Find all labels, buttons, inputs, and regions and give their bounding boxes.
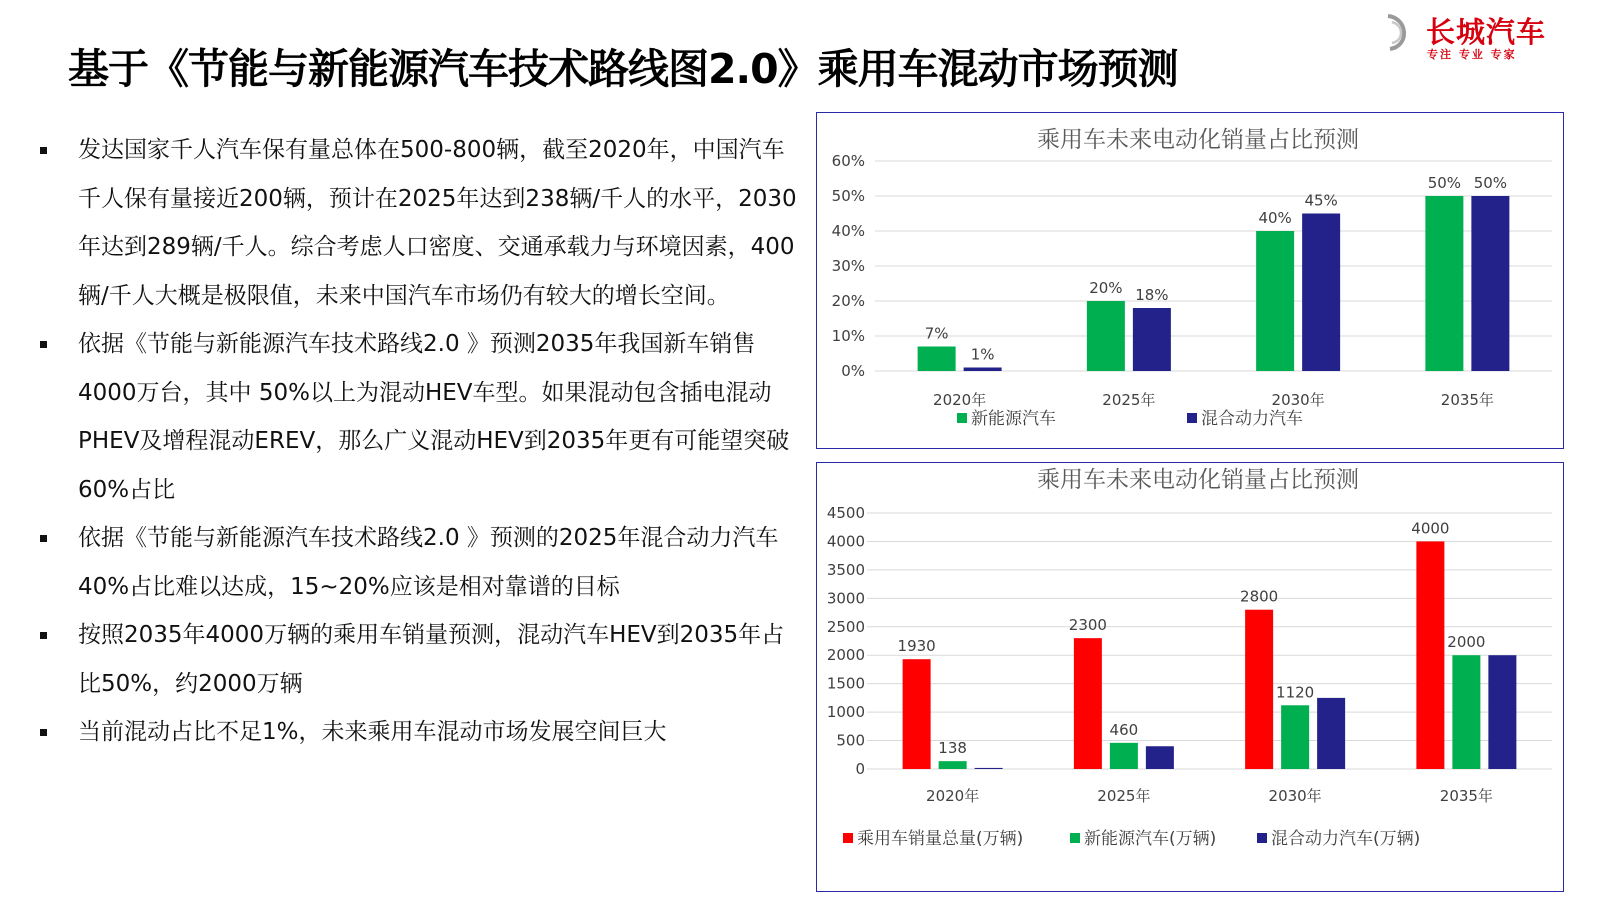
bullet-item bbox=[36, 514, 801, 611]
y-tick-label: 40% bbox=[831, 222, 865, 240]
bar-1 bbox=[1087, 301, 1125, 371]
bullet-square-icon bbox=[40, 729, 47, 736]
x-tick-label: 2020年 bbox=[933, 391, 987, 409]
y-tick-label: 500 bbox=[836, 731, 865, 750]
y-tick-label: 4500 bbox=[826, 504, 865, 522]
logo-slogan: 专注 专业 专家 bbox=[1427, 48, 1517, 61]
bar-2 bbox=[1281, 705, 1309, 769]
share-forecast-chart bbox=[816, 112, 1564, 449]
data-label: 50% bbox=[1427, 174, 1462, 192]
chart-title: 乘用车未来电动化销量占比预测 bbox=[1037, 467, 1359, 493]
x-tick-label: 2035年 bbox=[1440, 391, 1494, 409]
data-label: 1930 bbox=[897, 637, 936, 656]
bullet-square-icon bbox=[40, 535, 47, 542]
company-logo bbox=[1378, 10, 1578, 60]
y-tick-label: 0% bbox=[841, 362, 865, 380]
chart-title: 乘用车未来电动化销量占比预测 bbox=[1037, 127, 1359, 153]
bullet-text: 依据《节能与新能源汽车技术路线2.0 》预测2035年我国新车销售 4000万台，其中 50%以上为混动HEV车型。如果混动包含插电混动PHEV及增程混动EREV，那么广义混动HEV到2035年更有可能望突破60%占比 bbox=[78, 331, 790, 503]
logo-brand-text: 长城汽车 bbox=[1426, 15, 1547, 49]
bullet-text: 发达国家千人汽车保有量总体在500-800辆，截至2020年，中国汽车千人保有量接近200辆，预计在2025年达到238辆/千人的水平，2030年达到289辆/千人。综合考虑人口密度、交通承载力与环境因素，400辆/千人大概是极限值，未来中国汽车市场仍有较大的增长空间。 bbox=[78, 137, 797, 309]
bar-1 bbox=[1245, 610, 1273, 769]
bullet-item bbox=[36, 708, 801, 757]
data-label: 7% bbox=[924, 324, 949, 343]
share-forecast-chart-svg bbox=[817, 113, 1563, 448]
x-tick-label: 2030年 bbox=[1271, 391, 1325, 409]
bar-1 bbox=[1416, 541, 1444, 769]
y-tick-label: 50% bbox=[831, 187, 865, 205]
data-label: 2800 bbox=[1240, 587, 1279, 606]
y-tick-label: 2500 bbox=[826, 617, 865, 636]
bullet-item bbox=[36, 611, 801, 708]
bullet-text: 依据《节能与新能源汽车技术路线2.0 》预测的2025年混合动力汽车40%占比难以达成，15~20%应该是相对靠谱的目标 bbox=[78, 525, 779, 600]
legend-swatch bbox=[843, 833, 853, 843]
y-tick-label: 3500 bbox=[826, 560, 865, 579]
legend-label: 新能源汽车(万辆) bbox=[1084, 829, 1217, 849]
bar-1 bbox=[918, 347, 956, 372]
legend-swatch bbox=[957, 413, 967, 423]
y-tick-label: 4000 bbox=[826, 532, 865, 551]
y-tick-label: 20% bbox=[831, 292, 865, 310]
bullet-list bbox=[36, 126, 801, 757]
bar-3 bbox=[975, 768, 1003, 769]
bar-2 bbox=[1452, 655, 1480, 769]
page-title: 基于《节能与新能源汽车技术路线图2.0》乘用车混动市场预测 bbox=[68, 45, 1178, 93]
y-tick-label: 0 bbox=[855, 760, 865, 778]
y-tick-label: 10% bbox=[831, 327, 865, 345]
legend-swatch bbox=[1070, 833, 1080, 843]
y-tick-label: 1500 bbox=[826, 674, 865, 693]
bullet-item bbox=[36, 320, 801, 514]
data-label: 45% bbox=[1304, 191, 1338, 210]
data-label: 50% bbox=[1473, 174, 1508, 192]
bar-3 bbox=[1488, 655, 1516, 769]
bar-1 bbox=[1425, 196, 1463, 371]
bar-1 bbox=[903, 659, 931, 769]
bullet-text: 按照2035年4000万辆的乘用车销量预测，混动汽车HEV到2035年占比50%，约2000万辆 bbox=[78, 622, 785, 697]
x-tick-label: 2025年 bbox=[1097, 787, 1151, 805]
data-label: 40% bbox=[1258, 209, 1292, 227]
data-label: 18% bbox=[1135, 286, 1169, 304]
legend-label: 新能源汽车 bbox=[971, 409, 1056, 429]
bar-2 bbox=[964, 368, 1002, 372]
y-tick-label: 3000 bbox=[826, 589, 865, 608]
bar-2 bbox=[1302, 214, 1340, 372]
x-tick-label: 2020年 bbox=[926, 787, 980, 805]
bullet-text: 当前混动占比不足1%，未来乘用车混动市场发展空间巨大 bbox=[78, 719, 667, 745]
x-tick-label: 2035年 bbox=[1439, 787, 1493, 805]
data-label: 1% bbox=[970, 345, 995, 364]
volume-forecast-chart bbox=[816, 462, 1564, 892]
y-tick-label: 60% bbox=[831, 152, 865, 170]
data-label: 2000 bbox=[1447, 633, 1486, 652]
legend-swatch bbox=[1187, 413, 1197, 423]
bullet-square-icon bbox=[40, 147, 47, 154]
data-label: 1120 bbox=[1276, 683, 1315, 702]
y-tick-label: 2000 bbox=[826, 646, 865, 665]
bar-1 bbox=[1256, 231, 1294, 371]
bar-2 bbox=[939, 761, 967, 769]
y-tick-label: 1000 bbox=[826, 703, 865, 722]
bar-2 bbox=[1133, 308, 1171, 371]
bar-1 bbox=[1074, 638, 1102, 769]
bullet-item bbox=[36, 126, 801, 320]
legend-label: 混合动力汽车 bbox=[1201, 409, 1303, 429]
bar-2 bbox=[1110, 743, 1138, 769]
x-tick-label: 2030年 bbox=[1268, 787, 1322, 805]
bullet-square-icon bbox=[40, 341, 47, 348]
bullet-square-icon bbox=[40, 632, 47, 639]
legend-label: 乘用车销量总量(万辆) bbox=[857, 829, 1024, 849]
y-tick-label: 30% bbox=[831, 257, 865, 275]
data-label: 20% bbox=[1089, 279, 1123, 297]
bar-3 bbox=[1146, 746, 1174, 769]
volume-forecast-chart-svg bbox=[817, 463, 1563, 891]
bar-2 bbox=[1471, 196, 1509, 371]
legend-swatch bbox=[1257, 833, 1267, 843]
logo-ring-icon bbox=[1378, 12, 1412, 52]
data-label: 4000 bbox=[1411, 519, 1450, 538]
x-tick-label: 2025年 bbox=[1102, 391, 1156, 409]
data-label: 460 bbox=[1109, 720, 1139, 739]
legend-label: 混合动力汽车(万辆) bbox=[1271, 829, 1421, 849]
data-label: 138 bbox=[938, 739, 967, 758]
bar-3 bbox=[1317, 698, 1345, 769]
data-label: 2300 bbox=[1068, 616, 1107, 635]
